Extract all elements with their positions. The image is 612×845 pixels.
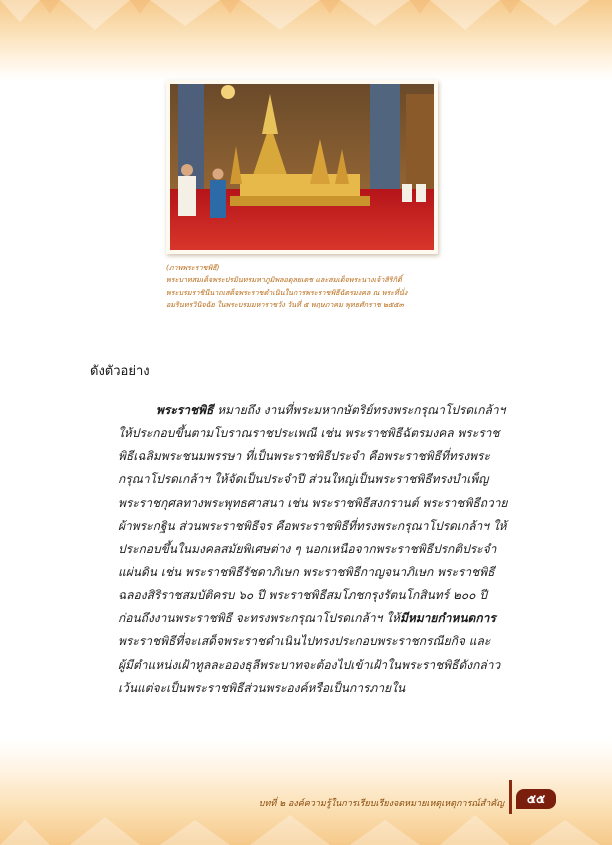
body-line-text: ก่อนถึงงานพระราชพิธี จะทรงพระกรุณาโปรดเกล้าฯ ให้ (118, 611, 400, 626)
caption-line: พระบรมราชินีนาถเสด็จพระราชดำเนินในการพระราชพิธีฉัตรมงคล ณ พระที่นั่ง (166, 287, 408, 297)
defined-term: พระราชพิธี (156, 403, 214, 417)
top-decorative-band (0, 0, 612, 80)
body-line: แผ่นดิน เช่น พระราชพิธีรัชดาภิเษก พระราชพิธีกาญจนาภิเษก พระราชพิธี (118, 564, 495, 579)
body-line: ประกอบขึ้นในมงคลสมัยพิเศษต่าง ๆ นอกเหนือจากพระราชพิธีปรกติประจำ (118, 541, 497, 556)
body-paragraph (118, 399, 538, 700)
emphasized-term: มีหมายกำหนดการ (399, 611, 496, 626)
example-label: ดังตัวอย่าง (90, 364, 150, 379)
ceremony-photo-frame (166, 80, 438, 254)
body-line: ผ้าพระกฐิน ส่วนพระราชพิธีจร คือพระราชพิธีที่ทรงพระกรุณาโปรดเกล้าฯ ให้ (118, 518, 507, 533)
diamond-pattern-top (0, 0, 612, 80)
body-line: เว้นแต่จะเป็นพระราชพิธีส่วนพระองค์หรือเป็นการภายใน (118, 680, 406, 695)
body-line: พระราชพิธีที่จะเสด็จพระราชดำเนินไปทรงประกอบพระราชกรณียกิจ และ (118, 634, 491, 649)
photo-caption (166, 262, 456, 311)
body-line: ให้ประกอบขึ้นตามโบราณราชประเพณี เช่น พระราชพิธีฉัตรมงคล พระราช (118, 426, 500, 441)
body-line (118, 399, 538, 422)
body-line: ฉลองสิริราชสมบัติครบ ๖๐ ปี พระราชพิธีสมโภชกรุงรัตนโกสินทร์ ๒๐๐ ปี (118, 588, 487, 603)
ceremony-photo (170, 84, 434, 250)
body-line (118, 607, 538, 630)
body-line: พระราชกุศลทางพระพุทธศาสนา เช่น พระราชพิธีสงกรานต์ พระราชพิธีถวาย (118, 495, 508, 510)
body-line: กรุณาโปรดเกล้าฯ ให้จัดเป็นประจำปี ส่วนใหญ่เป็นพระราชพิธีทรงบำเพ็ญ (118, 472, 489, 487)
body-line: พิธีเฉลิมพระชนมพรรษา ที่เป็นพระราชพิธีประจำ คือพระราชพิธีที่ทรงพระ (118, 449, 490, 464)
caption-line: อมรินทรวินิจฉัย ในพระบรมมหาราชวัง วันที่ ๕ พฤษภาคม พุทธศักราช ๒๕๕๓ (166, 299, 404, 309)
page-number: ๕๕ (516, 789, 556, 809)
caption-line: (ภาพพระราชพิธี) (166, 263, 220, 272)
caption-line: พระบาทสมเด็จพระปรมินทรมหาภูมิพลอดุลยเดช และสมเด็จพระนางเจ้าสิริกิติ์ (166, 275, 402, 285)
footer-divider (509, 780, 512, 814)
chapter-footer: บทที่ ๒ องค์ความรู้ในการเรียบเรียงจดหมายเหตุเหตุการณ์สำคัญ (258, 799, 504, 809)
body-line: ผู้มีตำแหน่งเฝ้าทูลละอองธุลีพระบาทจะต้องไปเข้าเฝ้าในพระราชพิธีดังกล่าว (118, 657, 501, 672)
body-line-text: หมายถึง งานที่พระมหากษัตริย์ทรงพระกรุณาโปรดเกล้าฯ (213, 403, 506, 417)
